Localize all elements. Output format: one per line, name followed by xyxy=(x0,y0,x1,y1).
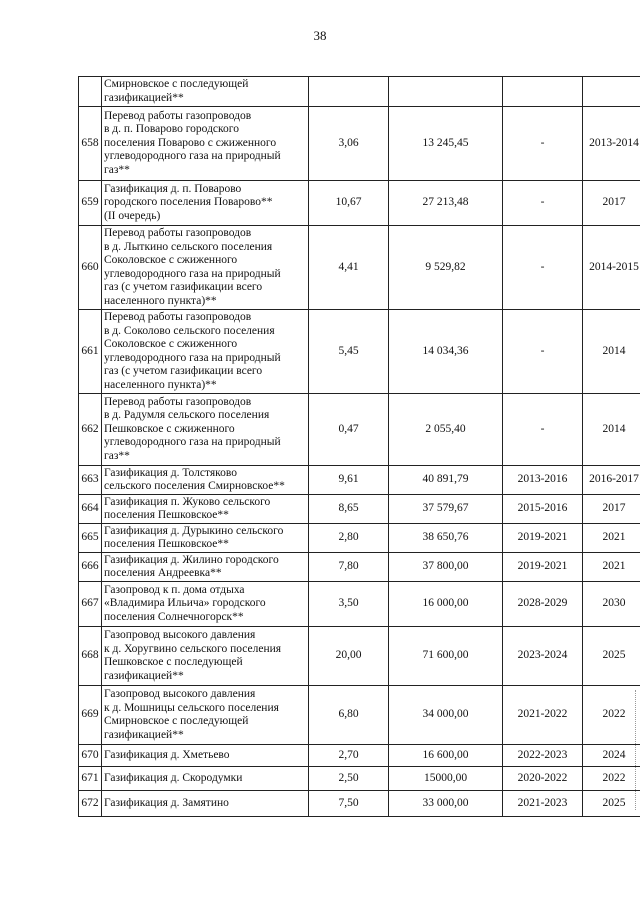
object-name: Газопровод высокого давления к д. Мошницы сельского поселения Смирновское с последующей газификацией** xyxy=(102,686,309,745)
design-period: 2028-2029 xyxy=(503,582,583,627)
construction-period: 2021 xyxy=(583,524,640,553)
table-row xyxy=(79,181,640,226)
design-period: - xyxy=(503,226,583,310)
design-period: 2020-2022 xyxy=(503,767,583,791)
table-row xyxy=(79,226,640,310)
row-number: 663 xyxy=(79,466,102,495)
cost-value: 38 650,76 xyxy=(389,524,503,553)
object-name: Перевод работы газопроводов в д. Радумля сельского поселения Пешковское с сжиженного углеводородного газа на природный газ** xyxy=(102,394,309,466)
cost-value: 71 600,00 xyxy=(389,627,503,686)
cost-value: 40 891,79 xyxy=(389,466,503,495)
row-number: 665 xyxy=(79,524,102,553)
table-row xyxy=(79,767,640,791)
row-number: 658 xyxy=(79,107,102,181)
construction-period: 2013-2014 xyxy=(583,107,640,181)
length-km: 4,41 xyxy=(309,226,389,310)
cost-value: 37 800,00 xyxy=(389,553,503,582)
object-name: Газификация д. Жилино городского поселения Андреевка** xyxy=(102,553,309,582)
length-km: 5,45 xyxy=(309,310,389,394)
design-period: 2021-2022 xyxy=(503,686,583,745)
cost-value: 27 213,48 xyxy=(389,181,503,226)
object-name: Газификация д. Скородумки xyxy=(102,767,309,791)
table-row xyxy=(79,686,640,745)
construction-period: 2021 xyxy=(583,553,640,582)
construction-period xyxy=(583,77,640,107)
length-km: 20,00 xyxy=(309,627,389,686)
table-row xyxy=(79,77,640,107)
object-name: Перевод работы газопроводов в д. п. Поварово городского поселения Поварово с сжиженного углеводородного газа на природный газ** xyxy=(102,107,309,181)
row-number xyxy=(79,77,102,107)
cost-value: 16 600,00 xyxy=(389,745,503,767)
cost-value: 9 529,82 xyxy=(389,226,503,310)
construction-period: 2014-2015 xyxy=(583,226,640,310)
length-km: 2,70 xyxy=(309,745,389,767)
row-number: 661 xyxy=(79,310,102,394)
table-row xyxy=(79,791,640,817)
object-name: Перевод работы газопроводов в д. Лыткино сельского поселения Соколовское с сжиженного углеводородного газа на природный газ (с учетом газификации всего населенного пункта)** xyxy=(102,226,309,310)
construction-period: 2030 xyxy=(583,582,640,627)
construction-period: 2024 xyxy=(583,745,640,767)
row-number: 669 xyxy=(79,686,102,745)
length-km xyxy=(309,77,389,107)
design-period: - xyxy=(503,310,583,394)
gasification-table xyxy=(78,76,640,817)
length-km: 3,06 xyxy=(309,107,389,181)
object-name: Газификация п. Жуково сельского поселения Пешковское** xyxy=(102,495,309,524)
page-number: 38 xyxy=(313,28,327,43)
design-period: 2021-2023 xyxy=(503,791,583,817)
table-row xyxy=(79,627,640,686)
object-name: Газификация д. п. Поварово городского поселения Поварово** (II очередь) xyxy=(102,181,309,226)
length-km: 10,67 xyxy=(309,181,389,226)
row-number: 667 xyxy=(79,582,102,627)
object-name: Газификация д. Хметьево xyxy=(102,745,309,767)
cost-value: 37 579,67 xyxy=(389,495,503,524)
design-period: 2015-2016 xyxy=(503,495,583,524)
row-number: 662 xyxy=(79,394,102,466)
length-km: 9,61 xyxy=(309,466,389,495)
table-row xyxy=(79,582,640,627)
length-km: 8,65 xyxy=(309,495,389,524)
cost-value: 33 000,00 xyxy=(389,791,503,817)
construction-period: 2025 xyxy=(583,791,640,817)
table-row xyxy=(79,524,640,553)
object-name: Смирновское с последующей газификацией** xyxy=(102,77,309,107)
cost-value: 13 245,45 xyxy=(389,107,503,181)
construction-period: 2017 xyxy=(583,495,640,524)
design-period: - xyxy=(503,107,583,181)
object-name: Газификация д. Дурыкино сельского поселения Пешковское** xyxy=(102,524,309,553)
design-period: - xyxy=(503,181,583,226)
length-km: 2,50 xyxy=(309,767,389,791)
construction-period: 2016-2017 xyxy=(583,466,640,495)
row-number: 659 xyxy=(79,181,102,226)
cost-value: 14 034,36 xyxy=(389,310,503,394)
table-row xyxy=(79,466,640,495)
design-period: - xyxy=(503,394,583,466)
construction-period: 2014 xyxy=(583,310,640,394)
design-period: 2019-2021 xyxy=(503,524,583,553)
design-period xyxy=(503,77,583,107)
design-period: 2013-2016 xyxy=(503,466,583,495)
cost-value: 2 055,40 xyxy=(389,394,503,466)
cost-value: 34 000,00 xyxy=(389,686,503,745)
object-name: Газификация д. Толстяково сельского поселения Смирновское** xyxy=(102,466,309,495)
table-row xyxy=(79,745,640,767)
design-period: 2022-2023 xyxy=(503,745,583,767)
length-km: 7,50 xyxy=(309,791,389,817)
row-number: 660 xyxy=(79,226,102,310)
table-row xyxy=(79,107,640,181)
row-number: 671 xyxy=(79,767,102,791)
construction-period: 2014 xyxy=(583,394,640,466)
length-km: 3,50 xyxy=(309,582,389,627)
length-km: 6,80 xyxy=(309,686,389,745)
length-km: 0,47 xyxy=(309,394,389,466)
row-number: 672 xyxy=(79,791,102,817)
cost-value xyxy=(389,77,503,107)
row-number: 668 xyxy=(79,627,102,686)
object-name: Перевод работы газопроводов в д. Соколово сельского поселения Соколовское с сжиженного углеводородного газа на природный газ (с учетом газификации всего населенного пункта)** xyxy=(102,310,309,394)
construction-period: 2025 xyxy=(583,627,640,686)
object-name: Газопровод к п. дома отдыха «Владимира Ильича» городского поселения Солнечногорск** xyxy=(102,582,309,627)
length-km: 7,80 xyxy=(309,553,389,582)
row-number: 664 xyxy=(79,495,102,524)
construction-period: 2022 xyxy=(583,767,640,791)
object-name: Газопровод высокого давления к д. Хоругвино сельского поселения Пешковское с последующей газификацией** xyxy=(102,627,309,686)
row-number: 670 xyxy=(79,745,102,767)
construction-period: 2017 xyxy=(583,181,640,226)
table-row xyxy=(79,394,640,466)
design-period: 2019-2021 xyxy=(503,553,583,582)
cost-value: 16 000,00 xyxy=(389,582,503,627)
table-row xyxy=(79,495,640,524)
table-row xyxy=(79,553,640,582)
length-km: 2,80 xyxy=(309,524,389,553)
object-name: Газификация д. Замятино xyxy=(102,791,309,817)
table-row xyxy=(79,310,640,394)
row-number: 666 xyxy=(79,553,102,582)
scan-edge-mark xyxy=(635,690,638,810)
construction-period: 2022 xyxy=(583,686,640,745)
cost-value: 15000,00 xyxy=(389,767,503,791)
design-period: 2023-2024 xyxy=(503,627,583,686)
